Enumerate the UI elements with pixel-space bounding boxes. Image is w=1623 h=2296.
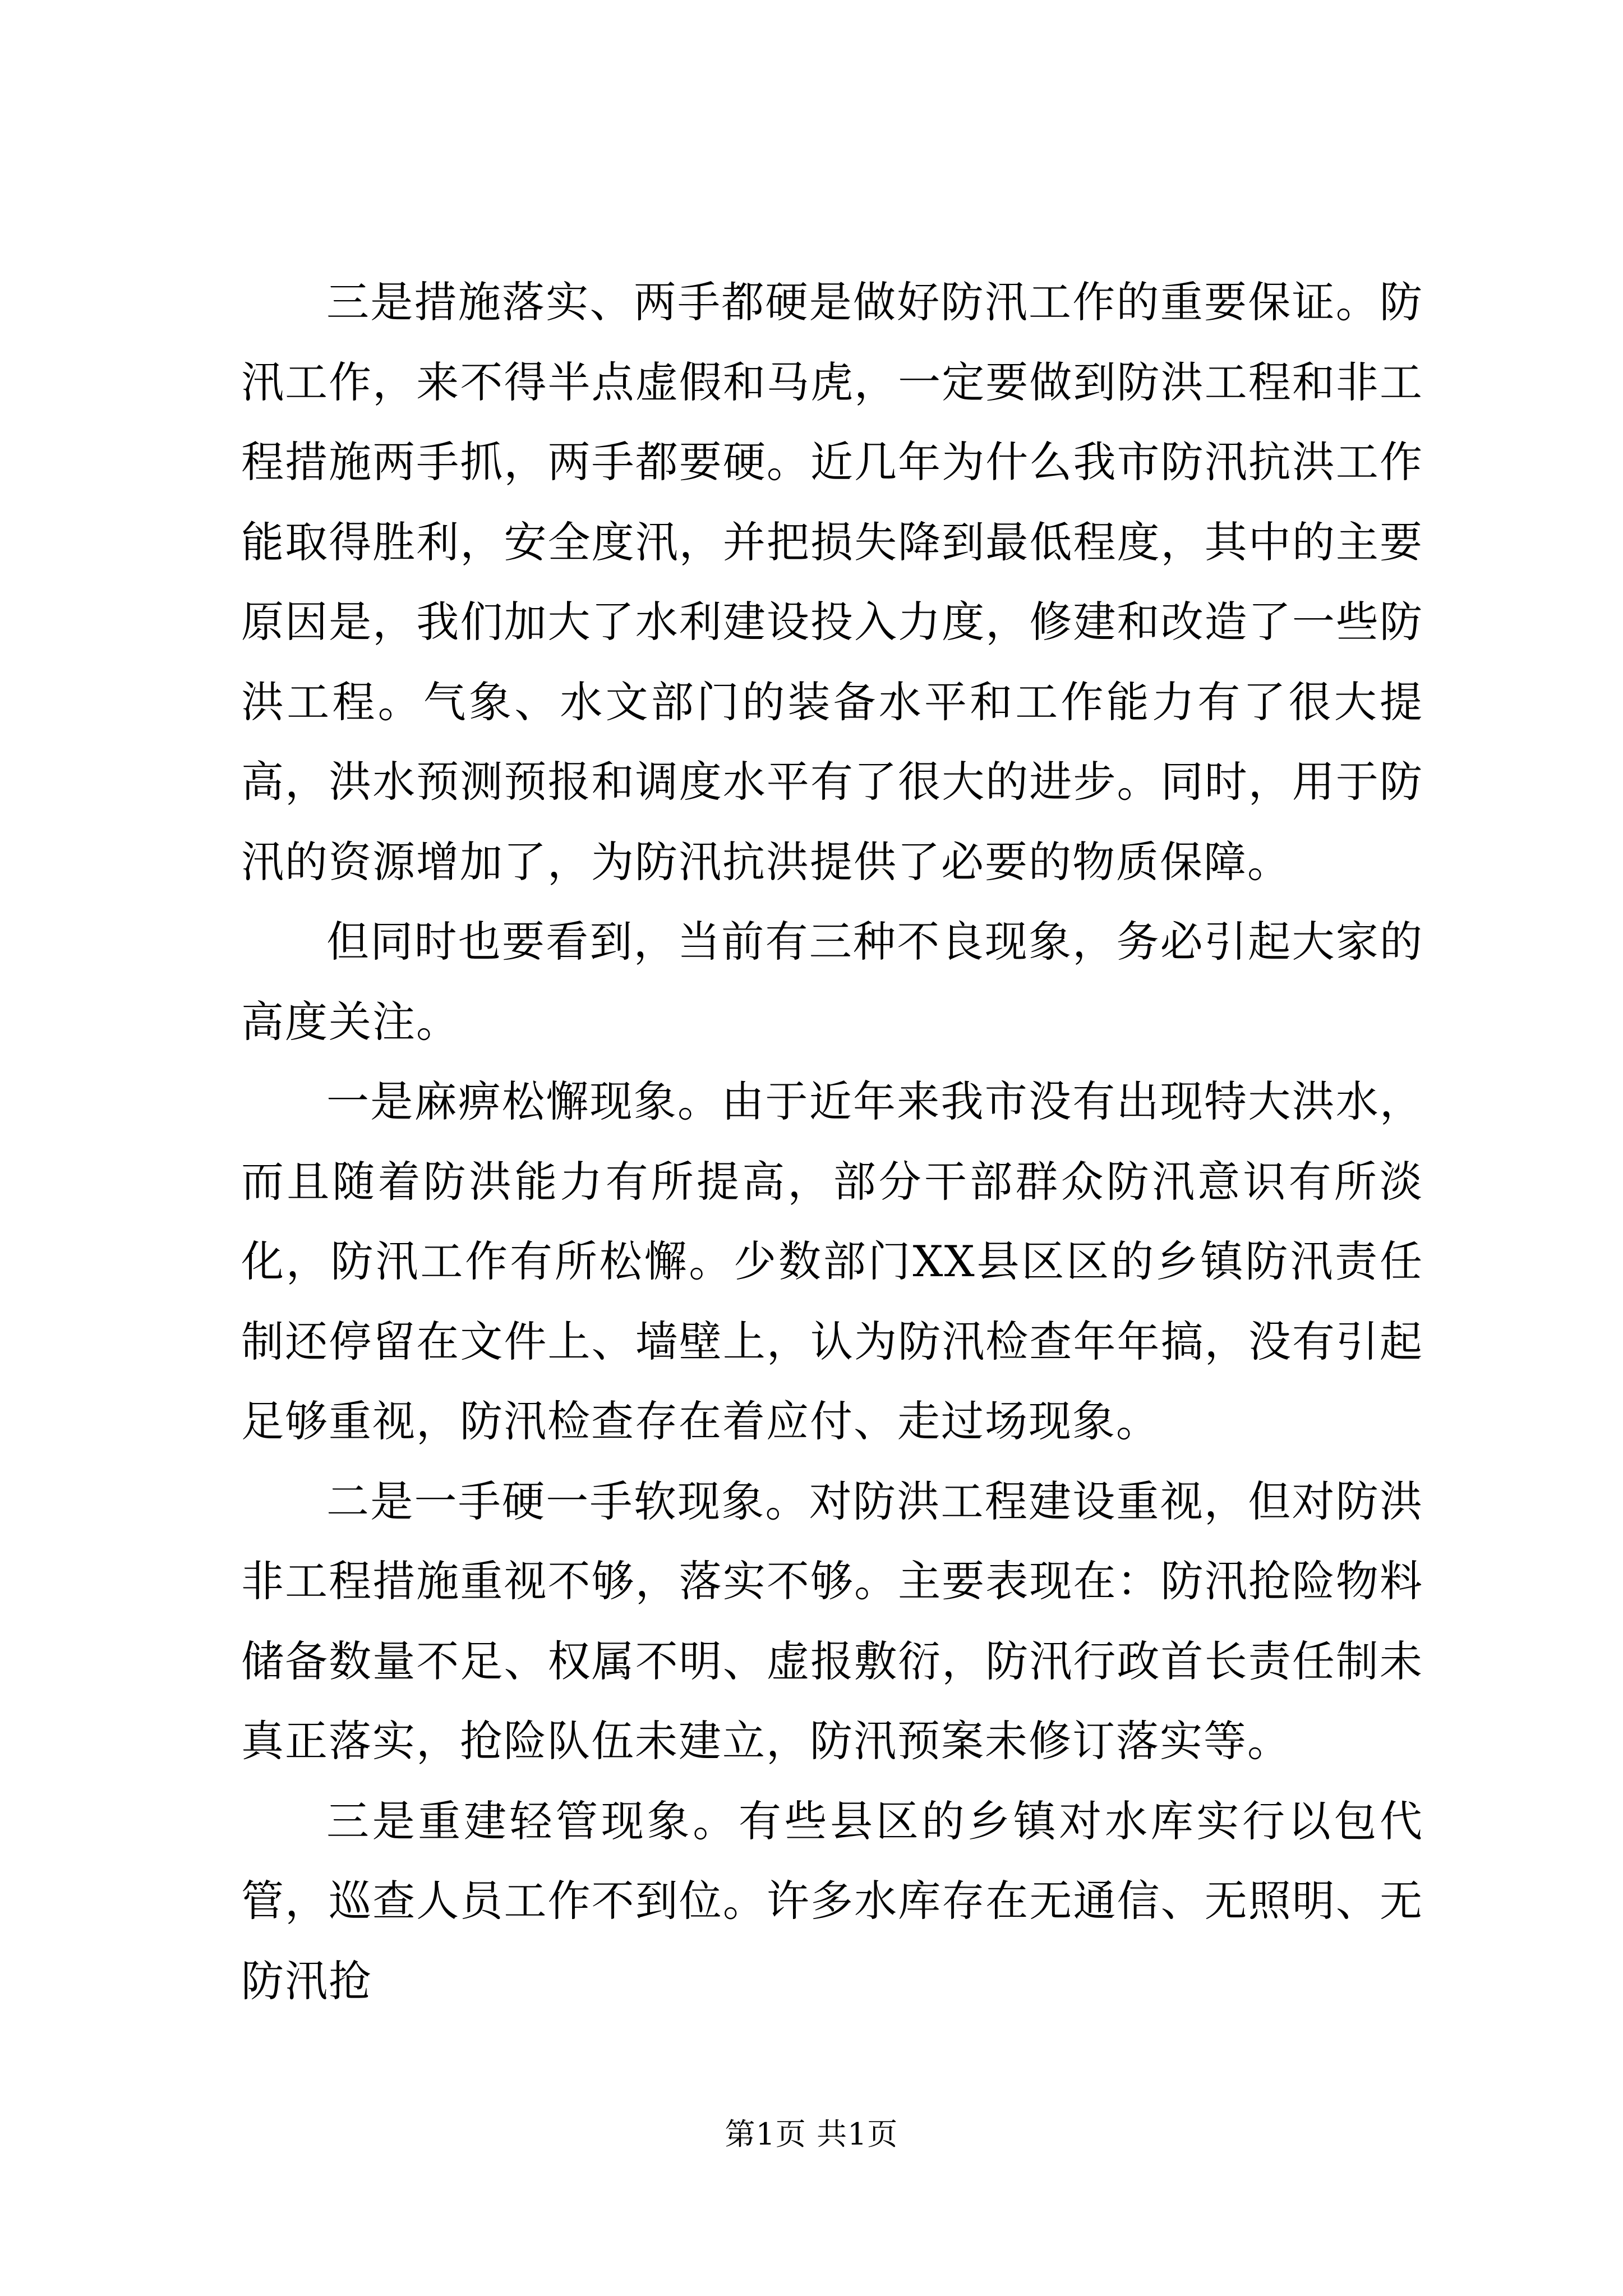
paragraph-measures: 三是措施落实、两手都硬是做好防汛工作的重要保证。防汛工作，来不得半点虚假和马虎，一定要做到防洪工程和非工程措施两手抓，两手都要硬。近几年为什么我市防汛抗洪工作能取得胜利，安全度汛，并把损失降到最低程度，其中的主要原因是，我们加大了水利建设投入力度，修建和改造了一些防洪工程。气象、水文部门的装备水平和工作能力有了很大提高，洪水预测预报和调度水平有了很大的进步。同时，用于防汛的资源增加了，为防汛抗洪提供了必要的物质保障。: [241, 277, 1423, 887]
paragraph-complacency: 一是麻痹松懈现象。由于近年来我市没有出现特大洪水，而且随着防洪能力有所提高，部分干部群众防汛意识有所淡化，防汛工作有所松懈。少数部门XX县区区的乡镇防汛责任制还停留在文件上、墙壁上，认为防汛检查年年搞，没有引起足够重视，防汛检查存在着应付、走过场现象。: [241, 1076, 1423, 1446]
paragraph-management: 三是重建轻管现象。有些县区的乡镇对水库实行以包代管，巡查人员工作不到位。许多水库存在无通信、无照明、无防汛抢: [241, 1796, 1423, 2006]
paragraph-imbalance: 二是一手硬一手软现象。对防洪工程建设重视，但对防洪非工程措施重视不够，落实不够。主要表现在：防汛抢险物料储备数量不足、权属不明、虚报敷衍，防汛行政首长责任制未真正落实，抢险队伍未建立，防汛预案未修订落实等。: [241, 1476, 1423, 1766]
page-footer: 第1页 共1页: [725, 2116, 898, 2152]
paragraph-attention: 但同时也要看到，当前有三种不良现象，务必引起大家的高度关注。: [241, 917, 1423, 1047]
document-body: [241, 263, 1423, 2021]
